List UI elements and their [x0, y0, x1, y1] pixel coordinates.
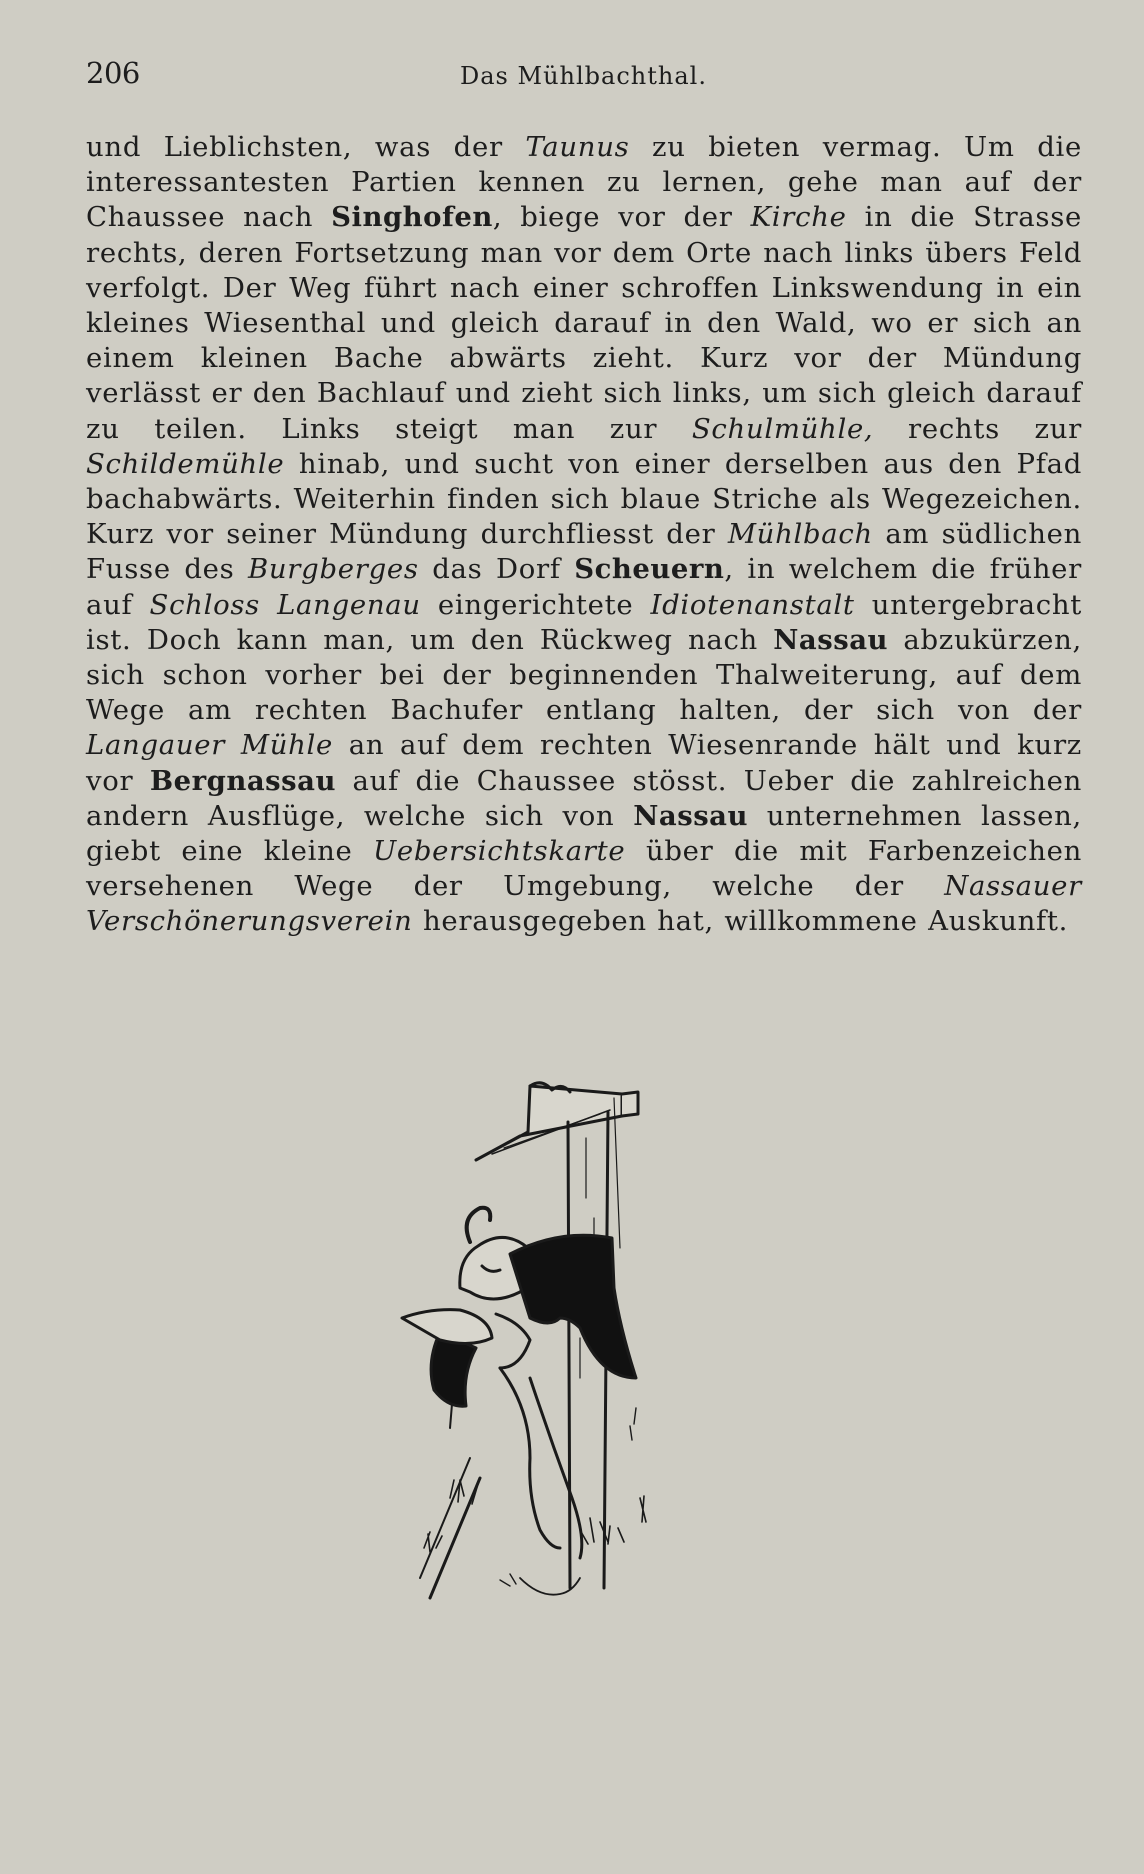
italic-term: Mühlbach — [727, 518, 873, 551]
text-run: und Lieblichsten, was der — [86, 131, 526, 163]
text-run: das Dorf — [418, 553, 575, 586]
text-run: an auf dem rechten Wiesenrande hält und kurz vor — [86, 729, 1082, 797]
running-title: Das Mühlbachthal. — [460, 62, 707, 90]
italic-term: Schildemühle — [86, 447, 285, 480]
text-run: , in welchem die früher auf — [86, 553, 1082, 621]
text-run: untergebracht ist. Doch kann man, um den Rückweg nach — [86, 588, 1082, 656]
text-run: am südlichen Fusse des — [86, 518, 1082, 586]
italic-term: Nassauer Verschönerungsverein — [86, 870, 1082, 938]
text-run: , biege vor der — [492, 201, 751, 234]
place-name: Scheuern — [574, 553, 725, 586]
page-number: 206 — [86, 56, 140, 90]
italic-term: Schloss Langenau — [149, 588, 421, 621]
italic-term: Langauer Mühle — [86, 729, 334, 762]
text-run: in die Strasse rechts, deren Fortsetzung man vor dem Orte nach links übers Feld verfolgt. Der Weg führt nach einer schroffen Linkswendung in ein kleines Wiesenthal und gleich darauf in den Wald, wo er sich an einem kleinen Bache abwärts zieht. Kurz vor der Mündung verlässt er den Bachlauf und zieht sich links, um sich gleich darauf zu teilen. Links steigt man zur — [86, 201, 1082, 445]
place-name: Bergnassau — [149, 764, 336, 797]
place-name: Nassau — [633, 799, 748, 832]
italic-term: Schulmühle, — [691, 412, 874, 445]
text-run: herausgegeben hat, willkommene Auskunft. — [412, 905, 1069, 938]
text-run: über die mit Farbenzeichen versehenen Wege der Umgebung, welche der — [86, 835, 1082, 903]
italic-term: Taunus — [525, 131, 630, 163]
text-run: eingerichtete — [420, 588, 651, 621]
body-paragraph — [86, 130, 1082, 940]
page-header — [86, 56, 1084, 96]
text-run: abzukürzen, sich schon vorher bei der beginnenden Thalweiterung, auf dem Wege am rechten Bachufer entlang halten, der sich von der — [86, 623, 1082, 727]
signpost-with-wanderer-icon — [400, 1078, 740, 1623]
place-name: Singhofen — [331, 201, 493, 234]
text-run: auf die Chaussee stösst. Ueber die zahlreichen andern Ausflüge, welche sich von — [86, 764, 1083, 832]
text-run: unternehmen lassen, giebt eine kleine — [86, 799, 1082, 868]
italic-term: Idiotenanstalt — [650, 588, 855, 621]
italic-term: Uebersichtskarte — [373, 835, 626, 868]
text-run: zu bieten vermag. Um die interessantesten Partien kennen zu lernen, gehe man auf der Chaussee nach — [86, 131, 1082, 234]
italic-term: Kirche — [750, 201, 847, 234]
place-name: Nassau — [773, 623, 889, 656]
text-run: rechts zur — [873, 412, 1082, 445]
italic-term: Burgberges — [247, 553, 419, 586]
signpost-illustration — [400, 1078, 740, 1623]
text-run: hinab, und sucht von einer derselben aus den Pfad bachabwärts. Weiterhin finden sich blaue Striche als Wegezeichen. Kurz vor seiner Mündung durchfliesst der — [86, 447, 1082, 551]
